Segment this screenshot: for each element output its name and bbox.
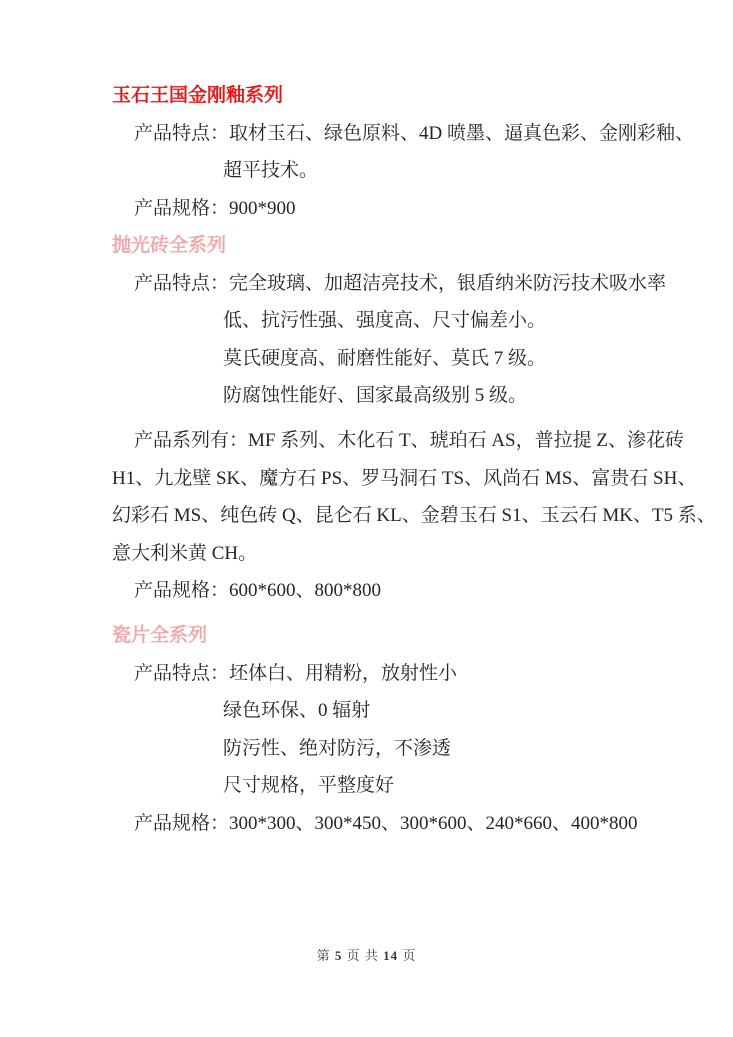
body-line-features-cont: 尺寸规格，平整度好 — [223, 775, 395, 796]
body-line-features-cont: 莫氏硬度高、耐磨性能好、莫氏 7 级。 — [223, 347, 547, 369]
footer-total-label: 页 — [402, 948, 417, 963]
document-body — [0, 86, 733, 834]
footer-of-label: 共 — [364, 948, 379, 963]
body-line-features-cont: 低、抗污性强、强度高、尺寸偏差小。 — [223, 310, 547, 331]
footer-current-page: 5 — [334, 948, 343, 963]
body-line-features: 产品特点：取材玉石、绿色原料、4D 喷墨、逼真色彩、金刚彩釉、 — [134, 122, 694, 144]
section-heading-jade-kingdom: 玉石王国金刚釉系列 — [112, 85, 284, 106]
section-heading-polished-tile: 抛光砖全系列 — [112, 235, 227, 256]
body-line-series: 产品系列有：MF 系列、木化石 T、琥珀石 AS，普拉提 Z、渗花砖 — [134, 430, 684, 451]
body-line-spec: 产品规格：600*600、800*800 — [134, 580, 382, 601]
body-line-series-cont: 幻彩石 MS、纯色砖 Q、昆仑石 KL、金碧玉石 S1、玉云石 MK、T5 系、 — [112, 505, 716, 526]
footer-prefix-label: 第 — [316, 948, 331, 963]
footer-total-pages: 14 — [383, 948, 399, 963]
footer-page-label: 页 — [346, 948, 361, 963]
page-number-footer — [0, 948, 733, 964]
section-heading-ceramic-piece: 瓷片全系列 — [112, 625, 208, 646]
body-line-features-cont: 超平技术。 — [223, 160, 319, 181]
body-line-features: 产品特点：坯体白、用精粉，放射性小 — [134, 662, 458, 684]
body-line-features-cont: 防污性、绝对防污，不渗透 — [223, 737, 452, 759]
body-line-features-cont: 绿色环保、0 辐射 — [223, 700, 371, 721]
body-line-features: 产品特点：完全玻璃、加超洁亮技术，银盾纳米防污技术吸水率 — [134, 272, 667, 294]
body-line-series-cont: H1、九龙壁 SK、魔方石 PS、罗马洞石 TS、风尚石 MS、富贵石 SH、 — [112, 467, 697, 489]
body-line-spec: 产品规格：300*300、300*450、300*600、240*660、400*800 — [134, 812, 638, 834]
body-line-features-cont: 防腐蚀性能好、国家最高级别 5 级。 — [223, 385, 528, 406]
body-line-series-cont: 意大利米黄 CH。 — [112, 542, 258, 564]
body-line-spec: 产品规格：900*900 — [134, 197, 296, 219]
